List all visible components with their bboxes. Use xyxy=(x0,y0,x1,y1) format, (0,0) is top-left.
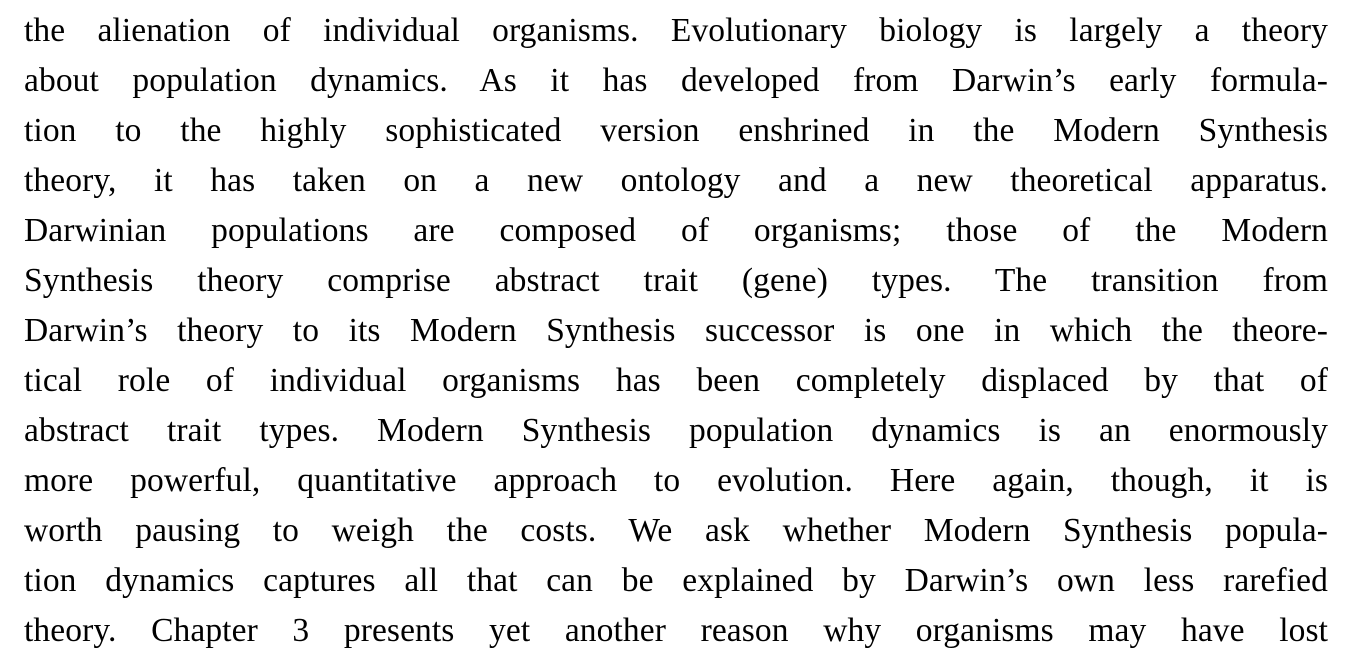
text-line-content: Darwinian populations are composed of organisms; those of the Modern xyxy=(24,212,1328,249)
text-line-content: Synthesis theory comprise abstract trait (gene) types. The transition from xyxy=(24,262,1328,299)
text-line xyxy=(24,56,1328,106)
text-line xyxy=(24,106,1328,156)
body-paragraph xyxy=(24,6,1328,656)
text-line-content: Darwin’s theory to its Modern Synthesis successor is one in which the theore- xyxy=(24,312,1328,349)
text-line-content: worth pausing to weigh the costs. We ask whether Modern Synthesis popula- xyxy=(24,512,1328,549)
text-line xyxy=(24,6,1328,56)
text-line-content: about population dynamics. As it has developed from Darwin’s early formula- xyxy=(24,62,1328,99)
text-line xyxy=(24,156,1328,206)
text-line-content: theory. Chapter 3 presents yet another reason why organisms may have lost xyxy=(24,612,1328,649)
text-line-content: more powerful, quantitative approach to evolution. Here again, though, it is xyxy=(24,462,1328,499)
text-line-content: the alienation of individual organisms. Evolutionary biology is largely a theory xyxy=(24,12,1328,49)
text-line xyxy=(24,256,1328,306)
text-line xyxy=(24,306,1328,356)
text-line xyxy=(24,556,1328,606)
text-line xyxy=(24,406,1328,456)
text-line-content: abstract trait types. Modern Synthesis population dynamics is an enormously xyxy=(24,412,1328,449)
text-line xyxy=(24,356,1328,406)
text-line-content: tion to the highly sophisticated version enshrined in the Modern Synthesis xyxy=(24,112,1328,149)
text-line xyxy=(24,506,1328,556)
text-line xyxy=(24,206,1328,256)
text-line xyxy=(24,456,1328,506)
text-line-content: theory, it has taken on a new ontology and a new theoretical apparatus. xyxy=(24,162,1328,199)
text-line-content: tion dynamics captures all that can be explained by Darwin’s own less rarefied xyxy=(24,562,1328,599)
text-line-content: tical role of individual organisms has been completely displaced by that of xyxy=(24,362,1328,399)
text-line xyxy=(24,606,1328,656)
